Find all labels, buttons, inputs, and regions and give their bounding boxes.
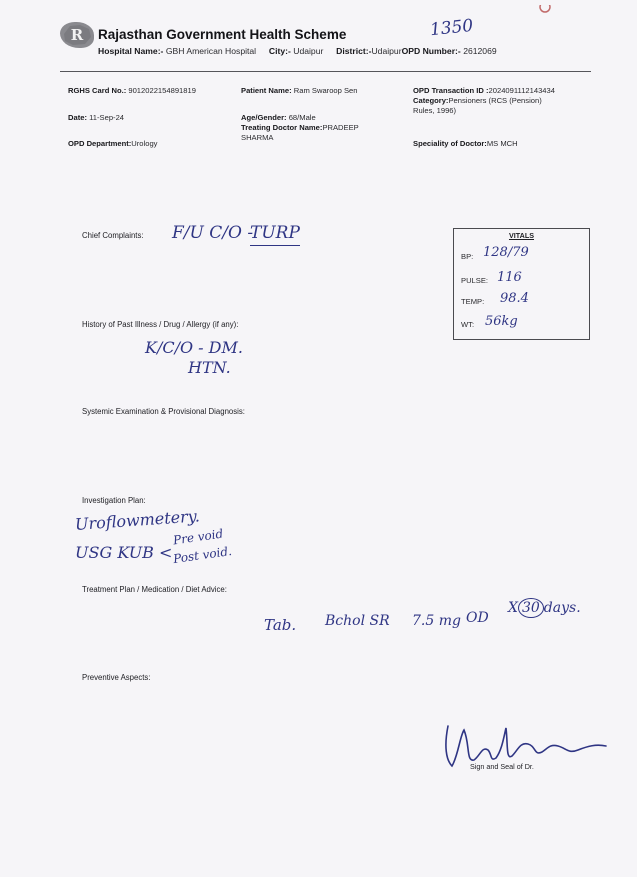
speciality-label: Speciality of Doctor: <box>413 139 487 148</box>
age-doctor-field <box>241 113 411 143</box>
transaction-field <box>413 86 588 116</box>
opd-number-value: 2612069 <box>463 46 497 56</box>
investigation-line-1: Uroflowmetery. <box>74 506 201 534</box>
patient-name-label: Patient Name: <box>241 86 292 95</box>
rghs-card-label: RGHS Card No.: <box>68 86 127 95</box>
weight-value: 56kg <box>485 314 518 329</box>
department-value: Urology <box>131 139 158 148</box>
doctor-name-value: PRADEEP <box>322 123 359 132</box>
hospital-label: Hospital Name:- <box>98 46 164 56</box>
scheme-title: Rajasthan Government Health Scheme <box>98 27 347 42</box>
date-value: 11-Sep-24 <box>89 113 125 122</box>
age-gender-value: 68/Male <box>288 113 316 122</box>
header-divider <box>60 71 591 72</box>
history-line-1: K/C/O - DM. <box>145 338 243 357</box>
category-label: Category: <box>413 96 449 105</box>
rghs-card-value: 9012022154891819 <box>128 86 196 95</box>
department-field <box>68 139 157 149</box>
handwritten-register-number: 1350 <box>429 15 475 41</box>
temp-label: TEMP: <box>461 297 485 306</box>
rx-days: days. <box>543 600 581 616</box>
opd-number-label: OPD Number:- <box>401 46 461 56</box>
patient-name-value: Ram Swaroop Sen <box>293 86 358 95</box>
weight-label: WT: <box>461 320 475 329</box>
transaction-id-label: OPD Transaction ID : <box>413 86 489 95</box>
doctor-name-value-cont: SHARMA <box>241 133 274 142</box>
chief-complaints-label: Chief Complaints: <box>82 231 144 240</box>
history-line-2: HTN. <box>188 358 231 377</box>
treatment-label: Treatment Plan / Medication / Diet Advice: <box>82 585 227 594</box>
investigation-post-void: Post void. <box>172 543 233 567</box>
rx-days-number: 30 <box>518 598 544 618</box>
history-label: History of Past Illness / Drug / Allergy (if any): <box>82 320 239 329</box>
patient-name-field <box>241 86 358 96</box>
chief-complaint-procedure: TURP <box>250 223 300 246</box>
rghs-card-field <box>68 86 196 96</box>
date-label: Date: <box>68 113 87 122</box>
rghs-logo <box>60 22 94 48</box>
svg-text:R: R <box>70 26 84 44</box>
category-value-cont: Rules, 1996) <box>413 106 457 115</box>
pulse-value: 116 <box>497 270 522 285</box>
rx-dose: 7.5 mg <box>412 613 461 629</box>
chief-complaint-text: F/U C/O - <box>172 223 254 243</box>
bp-label: BP: <box>461 252 474 261</box>
speciality-value: MS MCH <box>486 139 518 148</box>
rx-drug: Bchol SR <box>325 613 390 629</box>
pulse-label: PULSE: <box>461 276 489 285</box>
vitals-box <box>453 228 590 340</box>
investigation-pre-void: Pre void <box>172 526 224 548</box>
temp-value: 98.4 <box>500 291 529 306</box>
department-label: OPD Department: <box>68 139 132 148</box>
systemic-exam-label: Systemic Examination & Provisional Diagnosis: <box>82 407 245 416</box>
doctor-name-label: Treating Doctor Name: <box>241 123 323 132</box>
age-gender-label: Age/Gender: <box>241 113 287 122</box>
hospital-name: GBH American Hospital <box>165 46 257 56</box>
district-value: Udaipur <box>371 46 402 56</box>
date-field <box>68 113 124 123</box>
city-label: City:- <box>268 46 291 56</box>
rx-frequency: OD <box>466 610 489 626</box>
stamp-fragment-icon <box>538 0 552 8</box>
rx-tab: Tab. <box>264 616 297 634</box>
investigation-label: Investigation Plan: <box>82 496 146 505</box>
rx-x: X <box>508 600 518 616</box>
district-label: District:- <box>336 46 372 56</box>
preventive-label: Preventive Aspects: <box>82 673 151 682</box>
bp-value: 128/79 <box>483 245 529 260</box>
city-value: Udaipur <box>293 46 324 56</box>
investigation-line-2: USG KUB < <box>75 543 173 562</box>
category-value: Pensioners (RCS (Pension) <box>448 96 542 105</box>
rx-duration <box>508 598 581 618</box>
transaction-id-value: 2024091112143434 <box>488 86 555 95</box>
signature-label: Sign and Seal of Dr. <box>470 762 534 771</box>
header-info-line <box>98 46 497 56</box>
vitals-title: VITALS <box>508 231 535 240</box>
speciality-field <box>413 139 518 149</box>
